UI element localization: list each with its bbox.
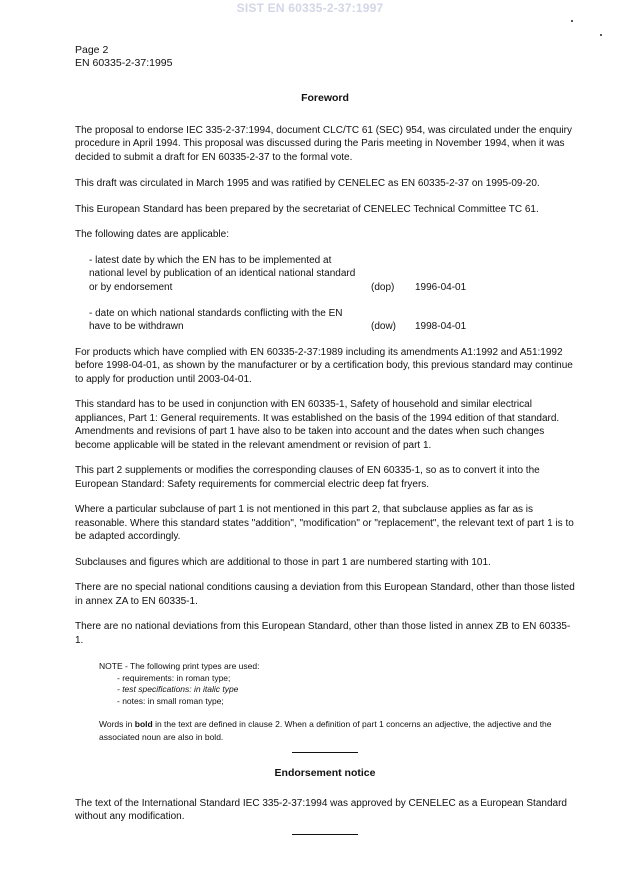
note-item: - notes: in small roman type; [117, 695, 224, 706]
date-code: (dop) [371, 282, 395, 293]
page-header [75, 44, 173, 70]
date-description: - date on which national standards conflicting with the EN have to be withdrawn [89, 307, 343, 332]
date-value: 1998-04-01 [415, 321, 467, 332]
paragraph: This standard has to be used in conjunction with EN 60335-1, Safety of household and similar electrical appliances, Part 1: General requirements. It was established on the basis of the 1994 edition of that standard. Amendments and revisions of part 1 have also to be taken into account and the dates when such changes become applicable will be stated in the relevant amendment or revision of part 1. [75, 399, 560, 451]
words-pre: Words in [99, 719, 135, 729]
bold-words-note [99, 718, 575, 744]
paragraph: There are no special national conditions causing a deviation from this European Standard, other than those listed in annex ZA to EN 60335-1. [75, 582, 575, 607]
date-value: 1996-04-01 [415, 282, 467, 293]
paragraph: This part 2 supplements or modifies the corresponding clauses of EN 60335-1, so as to convert it into the European Standard: Safety requirements for commercial electric deep fat fryers. [75, 465, 540, 490]
endorsement-heading: Endorsement notice [274, 767, 376, 779]
words-post: in the text are defined in clause 2. When a definition of part 1 concerns an adjective, the adjective and the associated noun are also in bold. [99, 719, 552, 742]
document-body [75, 92, 575, 835]
dates-list [75, 254, 575, 334]
speck-mark [571, 20, 573, 22]
note-item: - test specifications: in italic type [117, 684, 239, 694]
paragraph: There are no national deviations from this European Standard, other than those listed in annex ZB to EN 60335-1. [75, 621, 571, 646]
paragraph: This European Standard has been prepared by the secretariat of CENELEC Technical Committee TC 61. [75, 203, 539, 215]
divider-rule [292, 834, 358, 835]
paragraph: This draft was circulated in March 1995 and was ratified by CENELEC as EN 60335-2-37 on 1995-09-20. [75, 178, 540, 189]
watermark: SIST EN 60335-2-37:1997 [236, 1, 384, 15]
paragraph: For products which have complied with EN 60335-2-37:1989 including its amendments A1:1992 and A51:1992 before 1998-04-01, as shown by the manufacturer or by a certification body, this previous standard may continue to apply for production until 2003-04-01. [75, 346, 573, 385]
date-code: (dow) [371, 321, 397, 332]
note-intro: NOTE - The following print types are used: [99, 661, 260, 671]
paragraph: The following dates are applicable: [75, 229, 229, 240]
divider-rule [292, 752, 358, 753]
date-row-dow [75, 307, 575, 334]
paragraph: The proposal to endorse IEC 335-2-37:1994, document CLC/TC 61 (SEC) 954, was circulated under the enquiry procedure in April 1994. This proposal was discussed during the Paris meeting in November 1994, when it was decided to submit a draft for EN 60335-2-37 to the formal vote. [75, 124, 572, 163]
page-number: Page 2 [75, 44, 109, 56]
note-item: - requirements: in roman type; [117, 672, 231, 683]
date-row-dop [75, 254, 575, 295]
paragraph: Subclauses and figures which are additional to those in part 1 are numbered starting with 101. [75, 556, 491, 568]
endorsement-text: The text of the International Standard IEC 335-2-37:1994 was approved by CENELEC as a European Standard without any modification. [75, 797, 567, 822]
standard-number: EN 60335-2-37:1995 [75, 57, 173, 69]
date-description: - latest date by which the EN has to be implemented at national level by publication of an identical national standard or by endorsement [89, 254, 356, 293]
words-bold: bold [134, 719, 153, 729]
print-types-note [99, 661, 575, 707]
foreword-heading: Foreword [301, 92, 349, 104]
speck-mark [600, 34, 602, 36]
paragraph: Where a particular subclause of part 1 is not mentioned in this part 2, that subclause applies as far as is reasonable. Where this standard states "addition", "modification" or "replacement", the relevant text of part 1 is to be adapted accordingly. [75, 504, 574, 542]
